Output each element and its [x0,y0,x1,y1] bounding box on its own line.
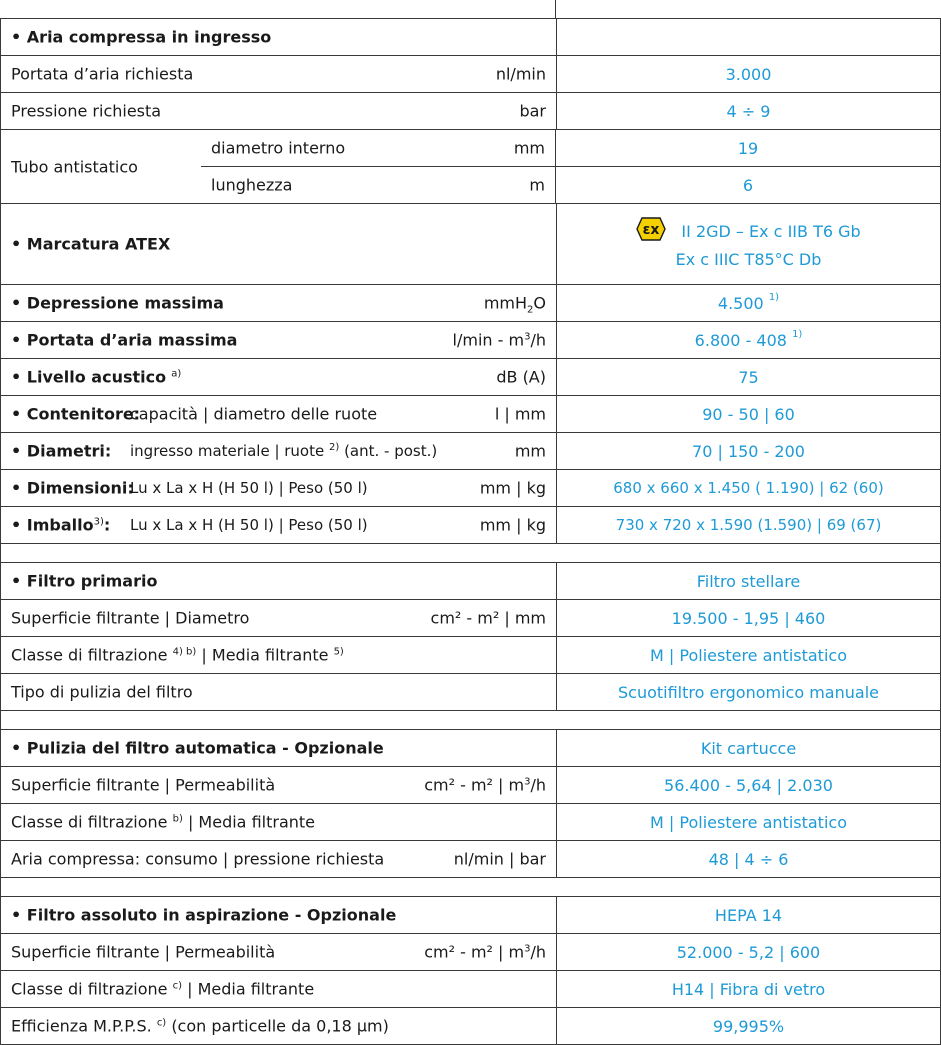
section-header-filtro-primario: • Filtro primario Filtro stellare [0,562,941,599]
spec-row: Superficie filtrante | Permeabilità cm² - m² | $m^3/h$ 56.400 - 5,64 | 2.030 [0,766,941,803]
spec-row: Classe di filtrazione $^{b)}$ | Media filtrante M | Poliestere antistatico [0,803,941,840]
spec-row: Superficie filtrante | Permeabilità cm² - m² | $m^3/h$ 52.000 - 5,2 | 600 [0,933,941,970]
spec-row: • Portata d’aria massima $l/\min - m^3/h$ 6.800 - 408 1) [0,321,941,358]
spec-row: Portata d’aria richiesta nl/min 3.000 [0,55,941,92]
spec-row: Efficienza M.P.P.S. $^{c)}$ (con particelle da 0,18 µm) 99,995% [0,1007,941,1045]
spec-row: Tipo di pulizia del filtro Scuotifiltro ergonomico manuale [0,673,941,711]
section-gap [0,544,941,562]
spec-row: Pressione richiesta bar 4 ÷ 9 [0,92,941,129]
section-gap [0,711,941,729]
spec-row-atex: • Marcatura ATEX εx II 2GD – Ex c IIB T6 Gb Ex c IIIC T85°C Db [0,203,941,284]
spec-row: Superficie filtrante | Diametro cm² - m² | mm 19.500 - 1,95 | 460 [0,599,941,636]
spec-row: • Diametri: ingresso materiale | ruote $^{2)}$ (ant. - post.) mm 70 | 150 - 200 [0,432,941,469]
svg-text:εx: εx [642,221,660,238]
ex-atex-icon [636,217,666,248]
spec-row: Classe di filtrazione $^{c)}$ | Media filtrante H14 | Fibra di vetro [0,970,941,1007]
spec-row-tubo: Tubo antistatico diametro interno mm 19 lunghezza m 6 [0,129,941,203]
section-header-pulizia: • Pulizia del filtro automatica - Opzionale Kit cartucce [0,729,941,766]
spec-row: • Imballo$^{3)}$: Lu x La x H (H 50 l) | Peso (50 l) mm | kg 730 x 720 x 1.590 (1.590) | 69 (67) [0,506,941,544]
spec-row: • Dimensioni: Lu x La x H (H 50 l) | Peso (50 l) mm | kg 680 x 660 x 1.450 ( 1.190) | 62 (60) [0,469,941,506]
top-gap [0,0,941,18]
section-title: • Aria compressa in ingresso [11,27,272,47]
section-gap [0,878,941,896]
section-header-filtro-assoluto: • Filtro assoluto in aspirazione - Opzionale HEPA 14 [0,896,941,933]
section-header-aria-compressa [0,18,941,55]
spec-row: • Contenitore: capacità | diametro delle ruote l | mm 90 - 50 | 60 [0,395,941,432]
spec-row: Classe di filtrazione $^{4) b)}$ | Media filtrante $^{5)}$ M | Poliestere antistatico [0,636,941,673]
spec-row: • Livello acustico $^{a)}$ dB (A) 75 [0,358,941,395]
spec-row: Aria compressa: consumo | pressione richiesta nl/min | bar 48 | 4 ÷ 6 [0,840,941,878]
spec-row: • Depressione massima mmH$_2$O 4.500 1) [0,284,941,321]
